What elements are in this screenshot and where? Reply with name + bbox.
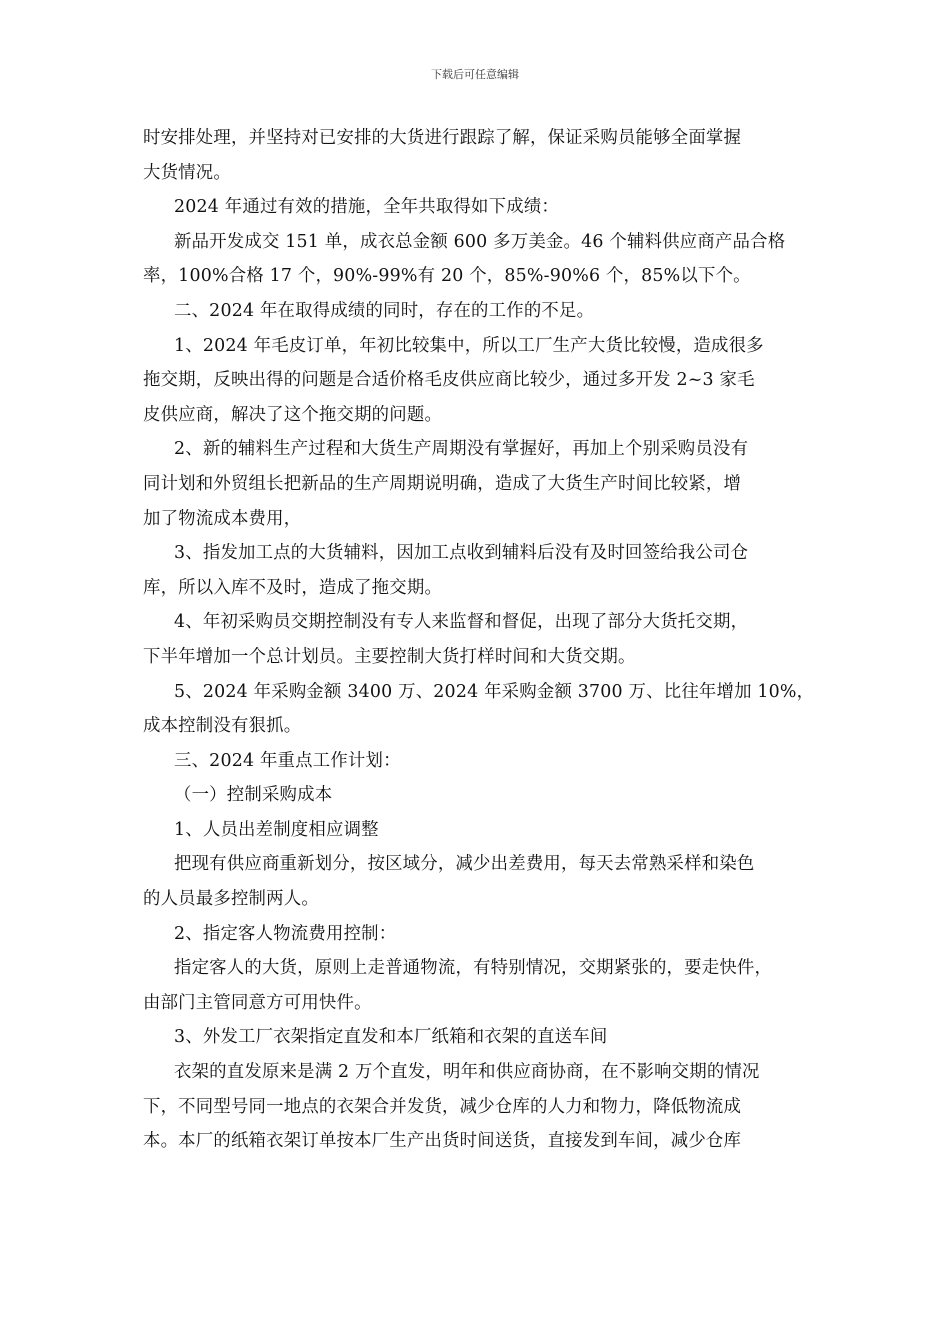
paragraph-line: 下半年增加一个总计划员。主要控制大货打样时间和大货交期。 bbox=[143, 646, 636, 667]
item-heading: 3、外发工厂衣架指定直发和本厂纸箱和衣架的直送车间 bbox=[174, 1027, 608, 1048]
paragraph-line: 1、2024 年毛皮订单，年初比较集中，所以工厂生产大货比较慢，造成很多 bbox=[174, 335, 764, 356]
paragraph-line: 加了物流成本费用， bbox=[143, 508, 302, 529]
subsection-heading: （一）控制采购成本 bbox=[174, 785, 333, 806]
paragraph-line: 本。本厂的纸箱衣架订单按本厂生产出货时间送货，直接发到车间，减少仓库 bbox=[143, 1131, 742, 1152]
paragraph-line: 拖交期，反映出得的问题是合适价格毛皮供应商比较少，通过多开发 2~3 家毛 bbox=[143, 370, 755, 391]
item-heading: 2、指定客人物流费用控制： bbox=[174, 923, 397, 944]
page-header: 下载后可任意编辑 bbox=[431, 68, 519, 81]
paragraph-line: 下，不同型号同一地点的衣架合并发货，减少仓库的人力和物力，降低物流成 bbox=[143, 1096, 742, 1117]
paragraph-line: 把现有供应商重新划分，按区域分，减少出差费用，每天去常熟采样和染色 bbox=[174, 854, 755, 875]
document-body bbox=[143, 121, 815, 1159]
paragraph-line: 3、指发加工点的大货辅料，因加工点收到辅料后没有及时回签给我公司仓 bbox=[174, 543, 749, 564]
paragraph-line: 库，所以入库不及时，造成了拖交期。 bbox=[143, 577, 443, 598]
paragraph-line: 成本控制没有狠抓。 bbox=[143, 716, 302, 737]
paragraph-line: 同计划和外贸组长把新品的生产周期说明确，造成了大货生产时间比较紧，增 bbox=[143, 473, 742, 494]
paragraph-line: 2、新的辅料生产过程和大货生产周期没有掌握好，再加上个别采购员没有 bbox=[174, 439, 749, 460]
paragraph-line: 率，100%合格 17 个，90%-99%有 20 个，85%-90%6 个，85%以下个。 bbox=[143, 266, 751, 287]
paragraph-line: 衣架的直发原来是满 2 万个直发，明年和供应商协商，在不影响交期的情况 bbox=[174, 1062, 760, 1083]
paragraph-line: 5、2024 年采购金额 3400 万、2024 年采购金额 3700 万、比往年增加 10%， bbox=[174, 681, 815, 702]
paragraph-line: 大货情况。 bbox=[143, 162, 231, 183]
item-heading: 1、人员出差制度相应调整 bbox=[174, 819, 379, 840]
paragraph-line: 指定客人的大货，原则上走普通物流，有特别情况，交期紧张的，要走快件， bbox=[174, 958, 773, 979]
section-heading: 二、2024 年在取得成绩的同时，存在的工作的不足。 bbox=[174, 300, 595, 321]
section-heading: 三、2024 年重点工作计划： bbox=[174, 750, 401, 771]
paragraph-line: 4、年初采购员交期控制没有专人来监督和督促，出现了部分大货托交期， bbox=[174, 612, 749, 633]
paragraph-line: 的人员最多控制两人。 bbox=[143, 889, 319, 910]
paragraph-line: 新品开发成交 151 单，成衣总金额 600 多万美金。46 个辅料供应商产品合格 bbox=[174, 231, 786, 252]
paragraph-line: 由部门主管同意方可用快件。 bbox=[143, 992, 372, 1013]
paragraph-line: 时安排处理，并坚持对已安排的大货进行跟踪了解，保证采购员能够全面掌握 bbox=[143, 128, 742, 148]
paragraph-line: 2024 年通过有效的措施，全年共取得如下成绩： bbox=[174, 197, 560, 218]
paragraph-line: 皮供应商，解决了这个拖交期的问题。 bbox=[143, 404, 443, 425]
